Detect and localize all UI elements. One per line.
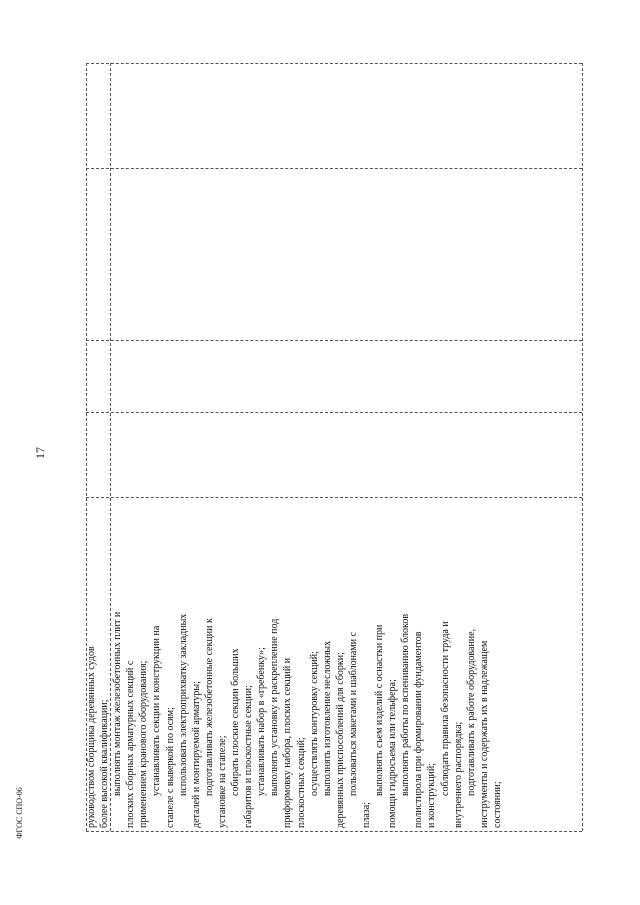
cell-text-line: внутреннего распорядка;	[452, 721, 464, 828]
cell-text-line: выполнять установку и раскрепление под	[269, 618, 281, 796]
cell-text-line: применением кранового оборудования;	[138, 660, 150, 828]
cell-text-line: выполнять съем изделий с оснастки при	[374, 624, 386, 796]
cell-text-line: более высокой квалификации;	[99, 699, 111, 828]
table-border-bottom	[86, 831, 582, 832]
cell-text-line: плоских сборных арматурных секций с	[125, 660, 137, 828]
table-row-divider-3	[86, 412, 582, 413]
cell-text-line: устанавливать набор в «гребенку»;	[256, 647, 268, 796]
cell-text-line: выполнять работы по вспениванию блоков	[400, 613, 412, 796]
cell-text-line: соблюдать правила безопасности труда и	[439, 621, 451, 796]
cell-text-line: собирать плоские секции больших	[230, 648, 242, 796]
cell-text-line: плаза;	[360, 802, 372, 828]
cell-text-line: руководством сборщика деревянных судов	[86, 646, 97, 828]
table-row-divider-2	[86, 340, 582, 341]
cell-text-line: полистирола при формировании фундаментов	[413, 631, 425, 828]
cell-text-line: подготавливать железобетонные секции к	[203, 618, 215, 796]
cell-text-line: габаритов и плоскостные секции;	[243, 685, 255, 828]
cell-text-line: устанавливать секции и конструкции на	[151, 625, 163, 796]
page-number: 17	[33, 447, 47, 459]
table-border-right	[582, 63, 583, 831]
table-cell-text	[85, 498, 550, 828]
cell-text-line: использовать электроприхватку закладных	[177, 613, 189, 796]
cell-text-line: осуществлять контуровку секций;	[308, 651, 320, 796]
cell-text-line: пользоваться макетами и шаблонами с	[347, 632, 359, 796]
cell-text-line: подготавливать к работе оборудование,	[465, 628, 477, 796]
cell-text-line: состоянии;	[491, 781, 503, 828]
cell-text-line: инструменты и содержать их в надлежащем	[478, 640, 490, 828]
cell-text-line: установке на стапеле;	[216, 735, 228, 828]
cell-text-line: деревянных приспособлений для сборки;	[334, 652, 346, 828]
table-border-top	[86, 63, 582, 64]
footer-code: ФГОС СПО-06	[15, 787, 24, 839]
cell-text-line: приформовку набора, плоских секций и	[282, 657, 294, 828]
table-row-divider-1	[86, 168, 582, 169]
cell-text-line: деталей и монтируемой арматуры;	[190, 681, 202, 828]
cell-text-line: плоскостных секций;	[295, 737, 307, 828]
cell-text-line: помощи гидросъема или тельфера;	[387, 679, 399, 828]
cell-text-line: выполнять изготовление несложных	[321, 640, 333, 796]
cell-text-line: выполнять монтаж железобетонных плит и	[112, 611, 124, 796]
cell-text-line: и конструкций;	[426, 762, 438, 828]
cell-text-line: стапеле с выверкой по осям;	[164, 707, 176, 828]
